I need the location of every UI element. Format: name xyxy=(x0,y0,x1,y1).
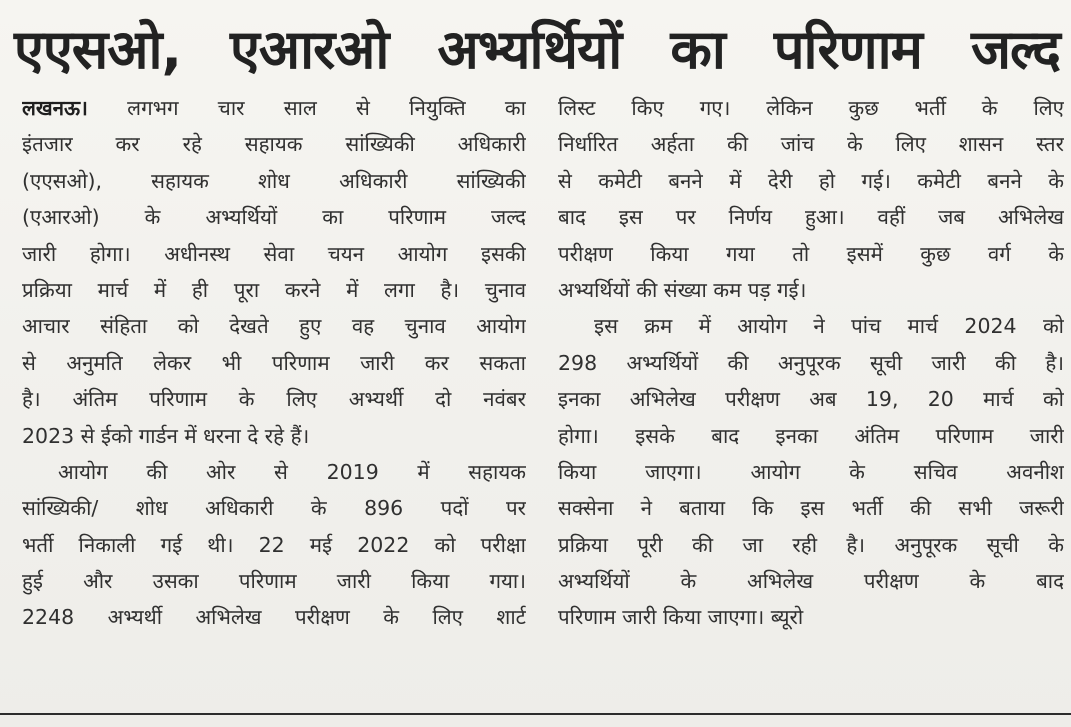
article-line: आयोग की ओर से 2019 में सहायक xyxy=(58,459,526,484)
article-line: से कमेटी बनने में देरी हो गई। कमेटी बनने के xyxy=(558,168,1064,193)
bottom-rule xyxy=(0,713,1071,715)
article-line: अभ्यर्थियों के अभिलेख परीक्षण के बाद xyxy=(558,569,1064,594)
article-line: परिणाम जारी किया जाएगा। ब्यूरो xyxy=(558,605,804,630)
article-line: इंतजार कर रहे सहायक सांख्यिकी अधिकारी xyxy=(22,132,526,157)
article-line: से अनुमति लेकर भी परिणाम जारी कर सकता xyxy=(22,350,526,375)
article-line-text: लगभग चार साल से नियुक्ति का xyxy=(127,96,526,120)
article-line: सक्सेना ने बताया कि इस भर्ती की सभी जरूरी xyxy=(558,496,1064,521)
article-line: परीक्षण किया गया तो इसमें कुछ वर्ग के xyxy=(558,241,1064,266)
article-line xyxy=(22,90,526,126)
article-line: बाद इस पर निर्णय हुआ। वहीं जब अभिलेख xyxy=(558,205,1064,230)
article-line: 2248 अभ्यर्थी अभिलेख परीक्षण के लिए शार्ट xyxy=(22,605,526,630)
article-line: इस क्रम में आयोग ने पांच मार्च 2024 को xyxy=(594,314,1064,339)
article-line: लिस्ट किए गए। लेकिन कुछ भर्ती के लिए xyxy=(558,96,1064,120)
article-line: प्रक्रिया मार्च में ही पूरा करने में लगा है। चुनाव xyxy=(22,277,526,302)
article-column-right xyxy=(558,90,1064,636)
article-line: आचार संहिता को देखते हुए वह चुनाव आयोग xyxy=(22,314,526,339)
article-line: इनका अभिलेख परीक्षण अब 19, 20 मार्च को xyxy=(558,387,1064,412)
article-line: (एएसओ), सहायक शोध अधिकारी सांख्यिकी xyxy=(22,168,526,193)
dateline: लखनऊ। xyxy=(22,96,88,120)
article-line: है। अंतिम परिणाम के लिए अभ्यर्थी दो नवंबर xyxy=(22,387,526,412)
article-line: निर्धारित अर्हता की जांच के लिए शासन स्तर xyxy=(558,132,1064,157)
article-line: होगा। इसके बाद इनका अंतिम परिणाम जारी xyxy=(558,423,1064,448)
article-line: प्रक्रिया पूरी की जा रही है। अनुपूरक सूची के xyxy=(558,532,1064,557)
article-line: हुई और उसका परिणाम जारी किया गया। xyxy=(22,569,526,594)
article-line: किया जाएगा। आयोग के सचिव अवनीश xyxy=(558,459,1064,484)
article-line: भर्ती निकाली गई थी। 22 मई 2022 को परीक्षा xyxy=(22,532,526,557)
article-line: सांख्यिकी/ शोध अधिकारी के 896 पदों पर xyxy=(22,496,526,521)
article-line: जारी होगा। अधीनस्थ सेवा चयन आयोग इसकी xyxy=(22,241,526,266)
article-line: 298 अभ्यर्थियों की अनुपूरक सूची जारी की है। xyxy=(558,350,1064,375)
headline: एएसओ, एआरओ अभ्यर्थियों का परिणाम जल्द xyxy=(14,18,1060,81)
article-line: (एआरओ) के अभ्यर्थियों का परिणाम जल्द xyxy=(22,205,526,230)
article-line: 2023 से ईको गार्डन में धरना दे रहे हैं। xyxy=(22,423,310,448)
article-column-left xyxy=(22,90,526,636)
article-line: अभ्यर्थियों की संख्या कम पड़ गई। xyxy=(558,277,807,302)
